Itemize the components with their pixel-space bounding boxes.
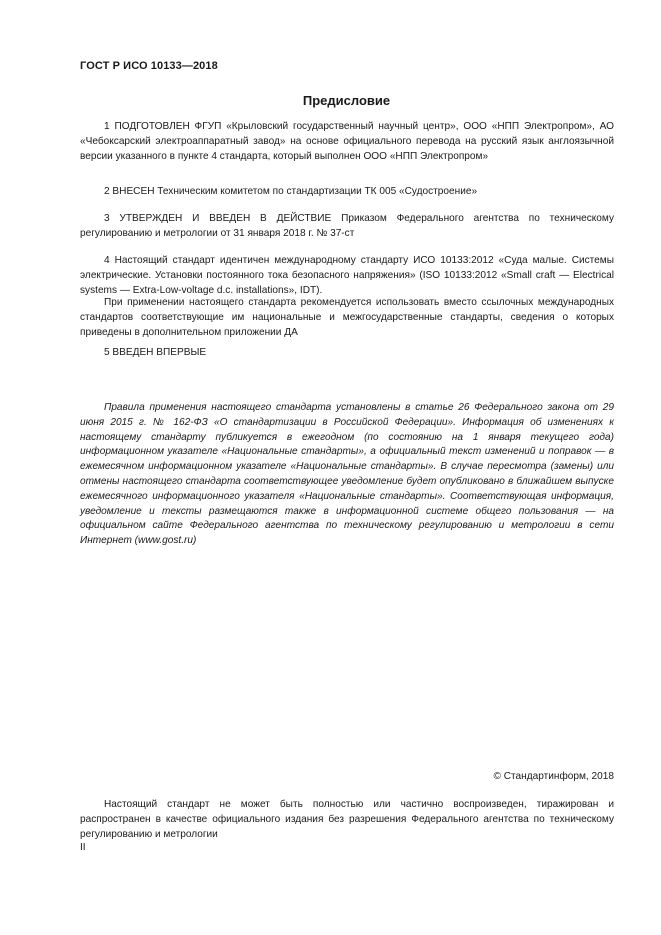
page-number: II: [80, 842, 86, 853]
paragraph-introduced-first: 5 ВВЕДЕН ВПЕРВЫЕ: [104, 347, 207, 358]
paragraph-reference-standards: При применении настоящего стандарта рекомендуется использовать вместо ссылочных международных стандартов соответствующие им национальные и межгосударственные стандарты, сведения о которых приведены в дополнительном приложении ДА: [80, 297, 614, 338]
paragraph-prepared-by: 1 ПОДГОТОВЛЕН ФГУП «Крыловский государственный научный центр», ООО «НПП Электропром», АО «Чебоксарский электроаппаратный завод» на основе официального перевода на русский язык англоязычной версии указанного в пункте 4 стандарта, который выполнен ООО «НПП Электропром»: [80, 121, 614, 162]
notice-application-rules: Правила применения настоящего стандарта установлены в статье 26 Федерального закона от 29 июня 2015 г. № 162-ФЗ «О стандартизации в Российской Федерации». Информация об изменениях к настоящему стандарту публикуется в ежегодном (по состоянию на 1 января текущего года) информационном указателе «Национальные стандарты», а официальный текст изменений и поправок — в ежемесячном информационном указателе «Национальные стандарты». В случае пересмотра (замены) или отмены настоящего стандарта соответствующее уведомление будет опубликовано в ближайшем выпуске ежемесячного информационного указателя «Национальные стандарты». Соответствующая информация, уведомление и тексты размещаются также в информационной системе общего пользования — на официальном сайте Федерального агентства по техническому регулированию и метрологии в сети Интернет (www.gost.ru): [80, 402, 614, 547]
reproduction-notice: Настоящий стандарт не может быть полностью или частично воспроизведен, тиражирован и распространен в качестве официального издания без разрешения Федерального агентства по техническому регулированию и метрологии: [80, 799, 614, 840]
document-code-header: ГОСТ Р ИСО 10133—2018: [80, 60, 218, 72]
copyright-line: © Стандартинформ, 2018: [493, 771, 614, 782]
section-title-foreword: Предисловие: [302, 93, 391, 108]
paragraph-approved: 3 УТВЕРЖДЕН И ВВЕДЕН В ДЕЙСТВИЕ Приказом Федерального агентства по техническому регулированию и метрологии от 31 января 2018 г. № 37-ст: [80, 213, 614, 239]
paragraph-submitted-by: 2 ВНЕСЕН Техническим комитетом по стандартизации ТК 005 «Судостроение»: [104, 186, 478, 197]
paragraph-identical-standard: 4 Настоящий стандарт идентичен международному стандарту ИСО 10133:2012 «Суда малые. Системы электрические. Установки постоянного тока безопасного напряжения» (ISO 10133:2012 «Small craft — Electrical systems — Extra-Low-voltage d.c. installations», IDT).: [80, 255, 614, 296]
